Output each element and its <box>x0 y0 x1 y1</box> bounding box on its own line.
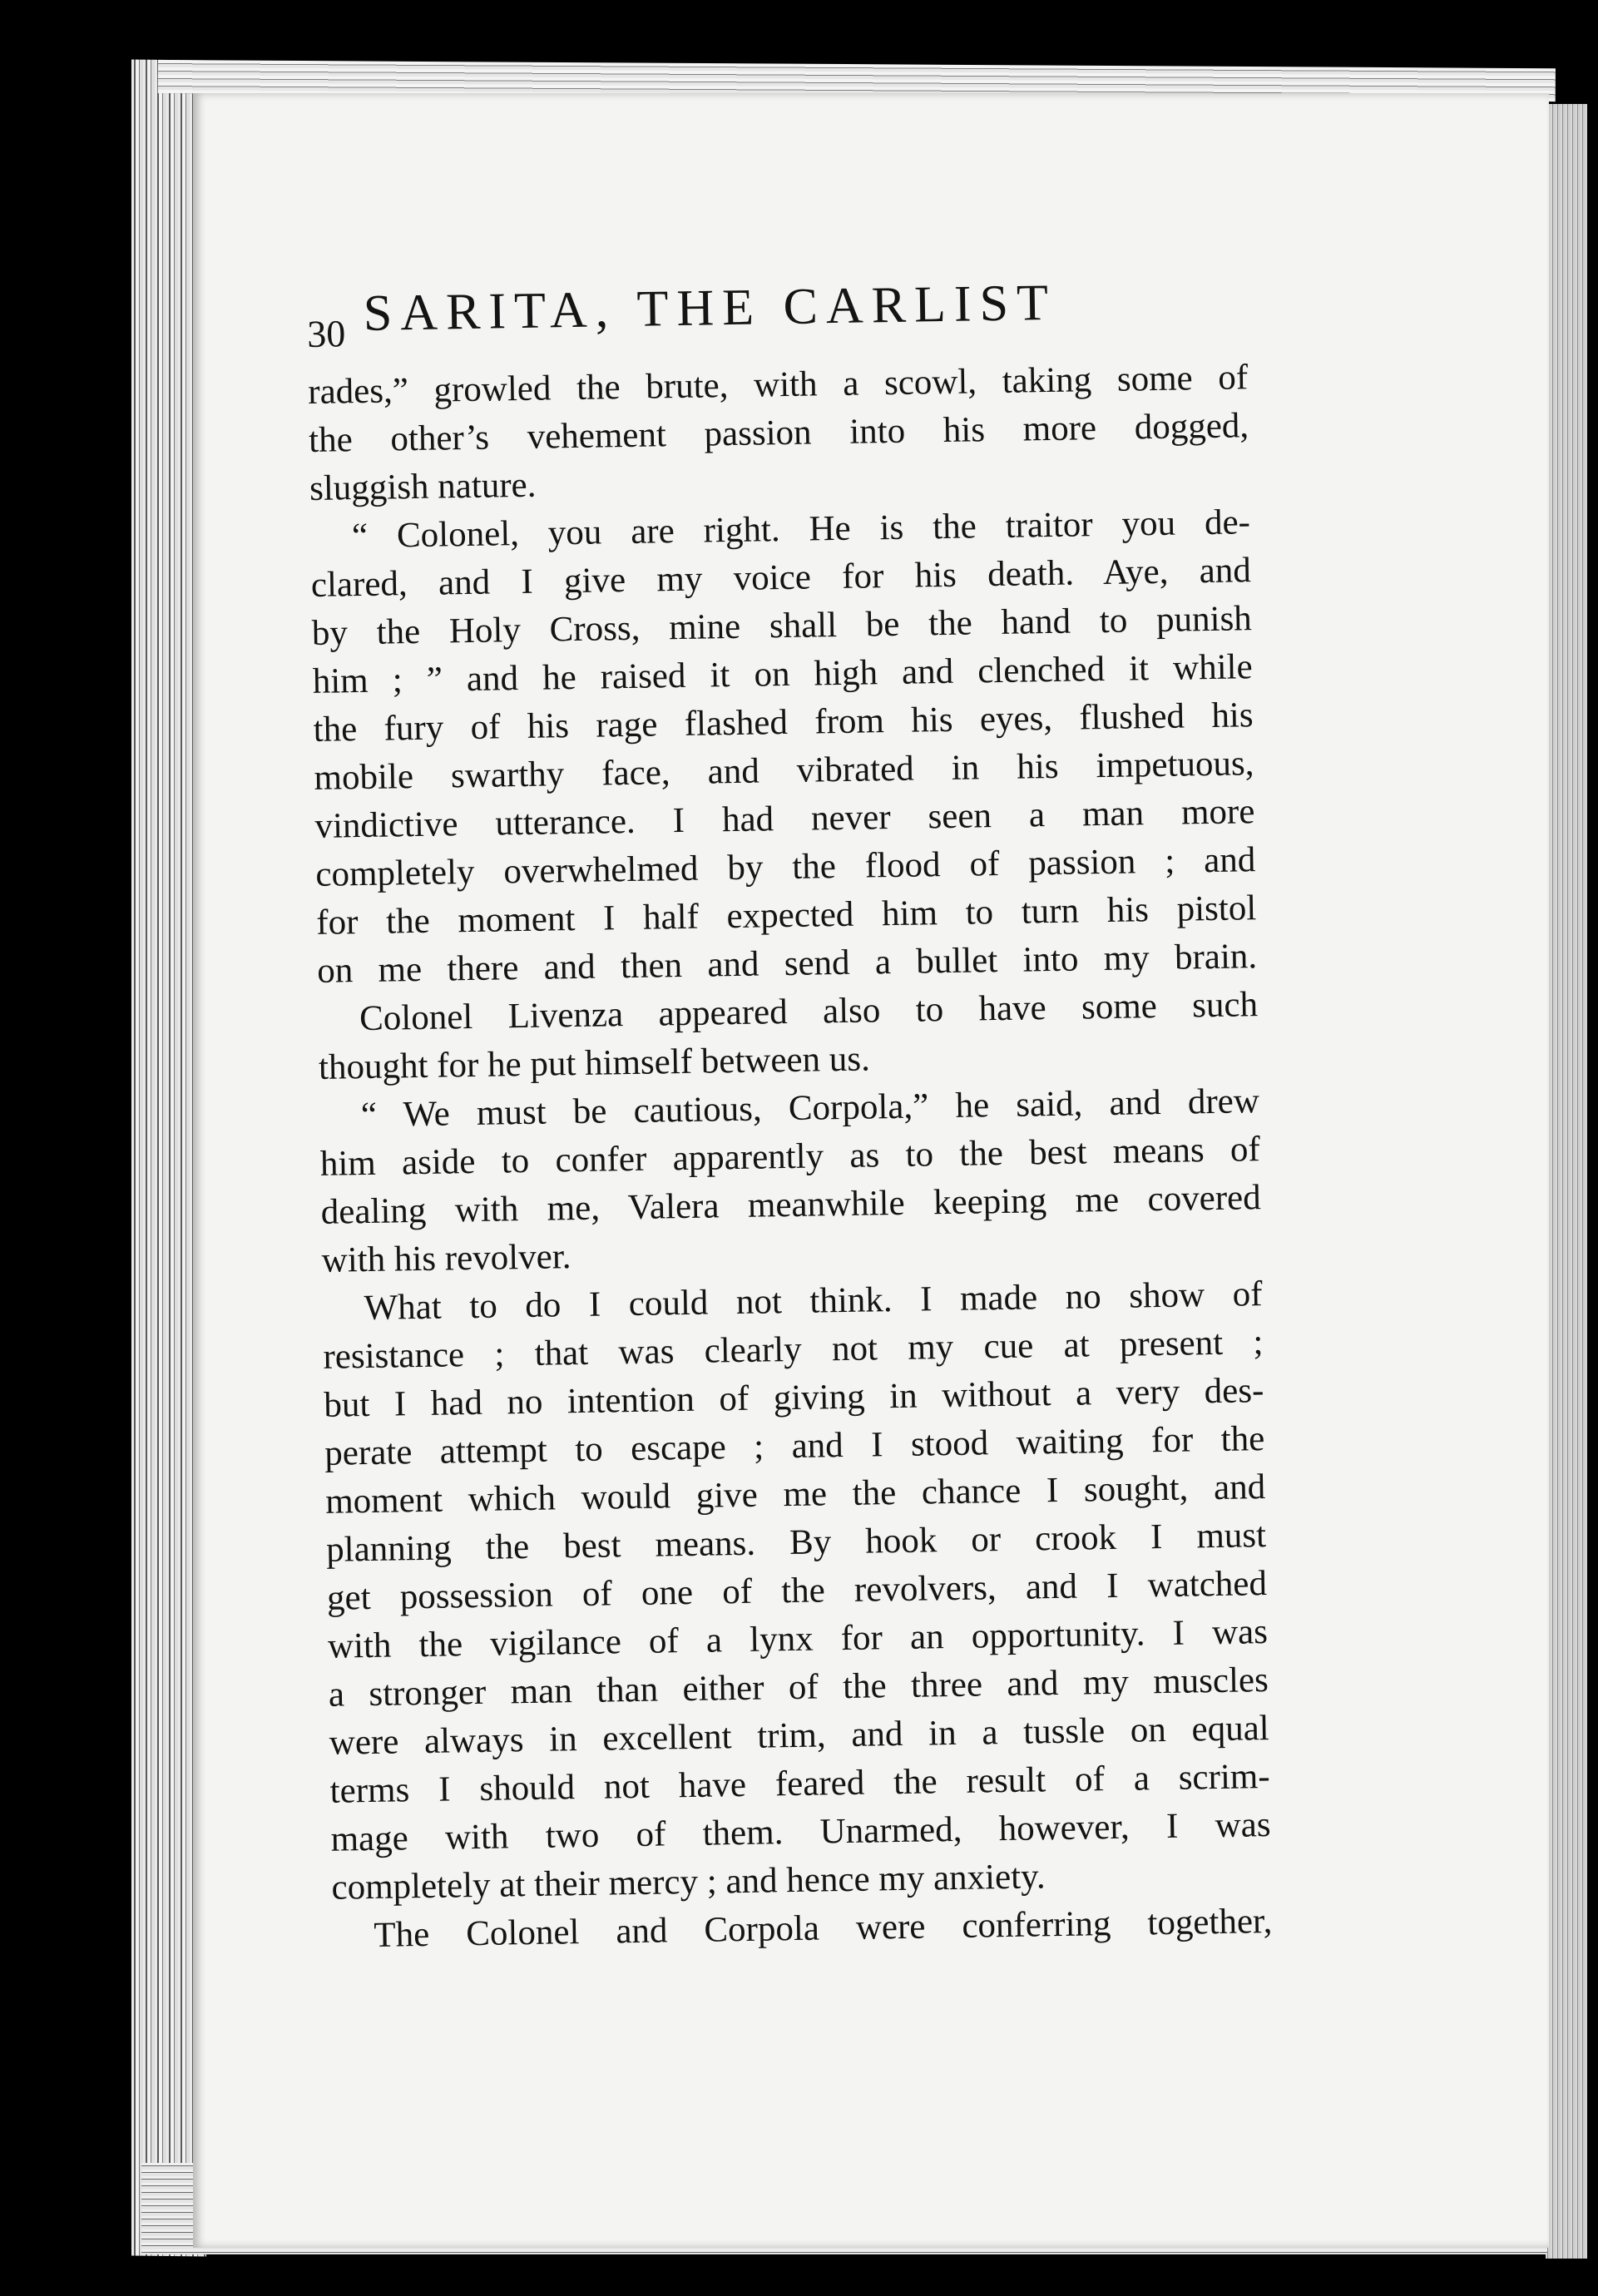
text-line: a stronger man than either of the three and my muscles <box>328 1660 1269 1715</box>
text-line: him aside to confer apparently as to the best means of <box>319 1130 1261 1184</box>
text-line: completely at their mercy ; and hence my anxiety. <box>331 1857 1046 1908</box>
page-text <box>306 255 1273 1960</box>
running-head <box>306 255 1248 362</box>
text-line: perate attempt to escape ; and I stood waiting for the <box>324 1419 1265 1473</box>
text-line: The Colonel and Corpola were conferring together, <box>374 1902 1273 1955</box>
page-edges-right <box>1546 104 1587 2259</box>
text-line: with the vigilance of a lynx for an opportunity. I was <box>327 1612 1269 1666</box>
text-line: terms I should not have feared the result of a scrim- <box>329 1757 1270 1811</box>
text-line: by the Holy Cross, mine shall be the hand to punish <box>311 599 1253 653</box>
text-line: for the moment I half expected him to turn his pistol <box>315 888 1257 943</box>
text-line: sluggish nature. <box>309 465 537 508</box>
text-line: rades,” growled the brute, with a scowl, taking some of <box>307 358 1249 412</box>
text-line: dealing with me, Valera meanwhile keeping me covered <box>320 1178 1262 1232</box>
text-line: the other’s vehement passion into his more dogged, <box>308 406 1249 460</box>
text-line: Colonel Livenza appeared also to have some such <box>359 985 1259 1039</box>
text-line: planning the best means. By hook or crook I must <box>325 1516 1267 1570</box>
text-line: What to do I could not think. I made no show of <box>364 1274 1263 1329</box>
text-line: thought for he put himself between us. <box>318 1039 871 1087</box>
text-line: moment which would give me the chance I sought, and <box>324 1467 1266 1522</box>
text-line: get possession of one of the revolvers, and I watched <box>326 1564 1268 1618</box>
text-line: completely overwhelmed by the flood of passion ; and <box>315 840 1256 894</box>
text-line: clared, and I give my voice for his death. Aye, and <box>310 551 1252 605</box>
text-line: the fury of his rage flashed from his eyes, flushed his <box>313 695 1254 750</box>
text-line: with his revolver. <box>321 1237 571 1280</box>
text-line: vindictive utterance. I had never seen a man more <box>314 792 1255 846</box>
text-line: “ We must be cautious, Corpola,” he said, and drew <box>360 1081 1260 1136</box>
text-line: mobile swarthy face, and vibrated in his impetuous, <box>314 744 1254 798</box>
text-line: resistance ; that was clearly not my cue at present ; <box>323 1323 1264 1377</box>
text-line: but I had no intention of giving in without a very des- <box>324 1371 1264 1425</box>
text-line: were always in excellent trim, and in a tussle on equal <box>329 1709 1270 1763</box>
text-line: him ; ” and he raised it on high and clenched it while <box>312 647 1253 701</box>
running-title: SARITA, THE CARLIST <box>363 274 1057 342</box>
text-line: mage with two of them. Unarmed, however, I was <box>330 1805 1271 1859</box>
page-number: 30 <box>306 312 346 355</box>
text-line: “ Colonel, you are right. He is the traitor you de- <box>351 502 1251 557</box>
text-line: on me there and then and send a bullet into my brain. <box>316 937 1258 991</box>
